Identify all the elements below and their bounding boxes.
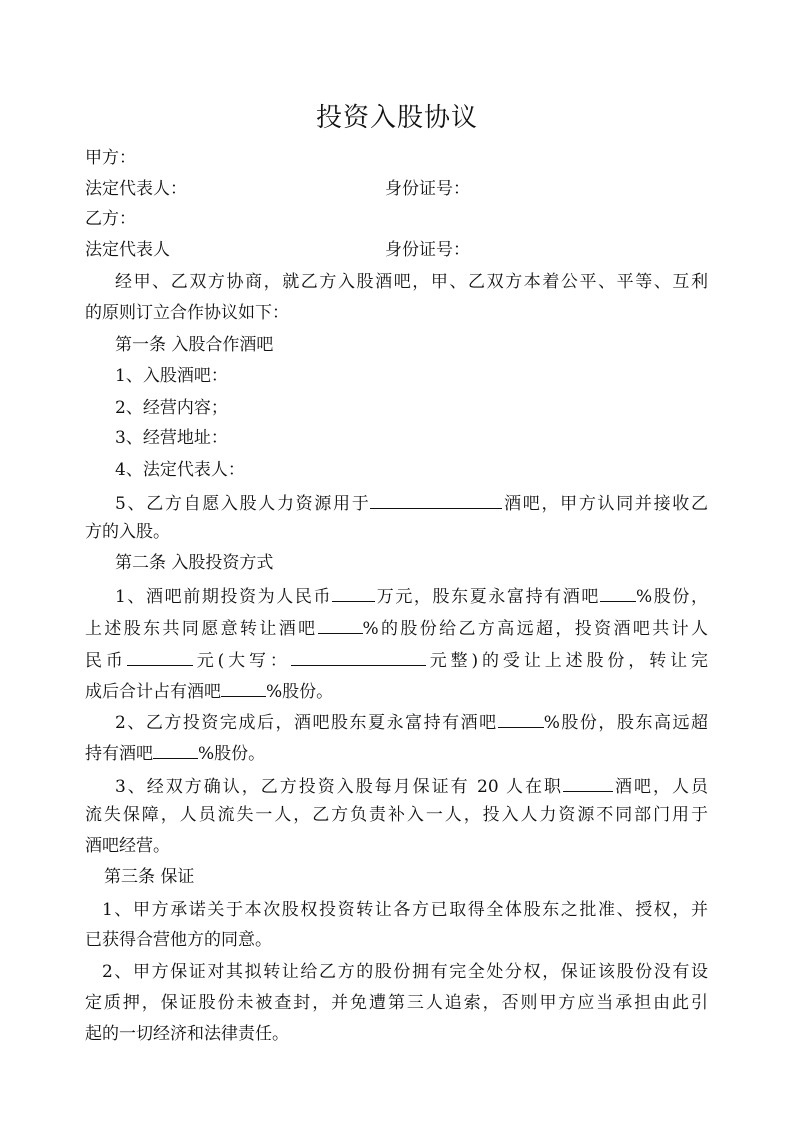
rep-a-label: 法定代表人： [85, 179, 187, 199]
text: 2、乙方投资完成后，酒吧股东夏永富持有酒吧 [115, 713, 498, 733]
article-1-item: 4、法定代表人： [115, 460, 245, 480]
text: 5、乙方自愿入股人力资源用于 [115, 494, 371, 514]
article-2-p3 [115, 774, 708, 796]
rep-b-label: 法定代表人 [85, 240, 170, 260]
article-2-heading: 第二条 入股投资方式 [115, 553, 274, 573]
id-b-label: 身份证号： [385, 240, 470, 260]
blank-field[interactable] [498, 710, 544, 728]
article-3-p2: 定质押，保证股份未被查封，并免遭第三人追索，否则甲方应当承担由此引 [85, 993, 708, 1013]
article-1-heading: 第一条 入股合作酒吧 [115, 335, 274, 355]
article-1-item-5 [115, 491, 708, 513]
party-b-label: 乙方： [85, 209, 136, 229]
blank-field[interactable] [370, 491, 502, 509]
article-3-p2: 起的一切经济和法律责任。 [85, 1024, 289, 1044]
text: 万元，股东夏永富持有酒吧 [375, 587, 601, 607]
text: 1、酒吧前期投资为人民币 [115, 587, 333, 607]
blank-field[interactable] [291, 648, 426, 666]
article-1-item: 1、入股酒吧： [115, 366, 228, 386]
blank-field[interactable] [563, 774, 613, 792]
blank-field[interactable] [332, 584, 375, 602]
id-a-label: 身份证号： [385, 179, 470, 199]
intro-line: 的原则订立合作协议如下： [85, 303, 289, 323]
text: %股份。 [266, 682, 334, 702]
intro-line: 经甲、乙双方协商，就乙方入股酒吧，甲、乙双方本着公平、平等、互利 [115, 272, 708, 292]
text: 3、经双方确认，乙方投资入股每月保证有 20 人在职 [115, 777, 564, 797]
text: %股份， [636, 587, 708, 607]
text: 上述股东共同愿意转让酒吧 [85, 619, 318, 639]
text: 民币 [85, 651, 127, 671]
text: %股份，股东高远超 [543, 713, 708, 733]
article-1-item-5-cont: 方的入股。 [85, 522, 170, 542]
text: %的股份给乙方高远超，投资酒吧共计人 [362, 619, 709, 639]
article-1-item: 3、经营地址： [115, 428, 228, 448]
article-3-p2: 2、甲方保证对其拟转让给乙方的股份拥有完全处分权，保证该股份没有设 [102, 962, 708, 982]
article-2-p2 [85, 741, 265, 763]
article-2-p3: 流失保障，人员流失一人，乙方负责补入一人，投入人力资源不同部门用于 [85, 805, 708, 825]
text: %股份。 [198, 744, 266, 764]
blank-field[interactable] [600, 584, 636, 602]
text: 酒吧，甲方认同并接收乙 [502, 494, 708, 514]
article-1-item: 2、经营内容； [115, 398, 228, 418]
article-2-p1 [115, 584, 708, 606]
article-2-p1 [85, 616, 708, 638]
article-3-p1: 1、甲方承诺关于本次股权投资转让各方已取得全体股东之批准、授权，并 [102, 900, 708, 920]
text: 成后合计占有酒吧 [85, 682, 221, 702]
blank-field[interactable] [127, 648, 193, 666]
text: 元(大写： [192, 651, 291, 671]
text: 元整)的受让上述股份，转让完 [425, 651, 708, 671]
article-2-p1 [85, 648, 708, 670]
article-2-p2 [115, 710, 708, 732]
party-a-label: 甲方： [85, 148, 136, 168]
text: 酒吧，人员 [613, 777, 709, 797]
blank-field[interactable] [153, 741, 198, 759]
document-title: 投资入股协议 [315, 103, 478, 133]
blank-field[interactable] [318, 616, 363, 634]
article-3-heading: 第三条 保证 [104, 867, 195, 887]
blank-field[interactable] [221, 679, 266, 697]
article-2-p3: 酒吧经营。 [85, 836, 170, 856]
article-3-p1: 已获得合营他方的同意。 [85, 930, 272, 950]
article-2-p1 [85, 679, 333, 701]
text: 持有酒吧 [85, 744, 153, 764]
